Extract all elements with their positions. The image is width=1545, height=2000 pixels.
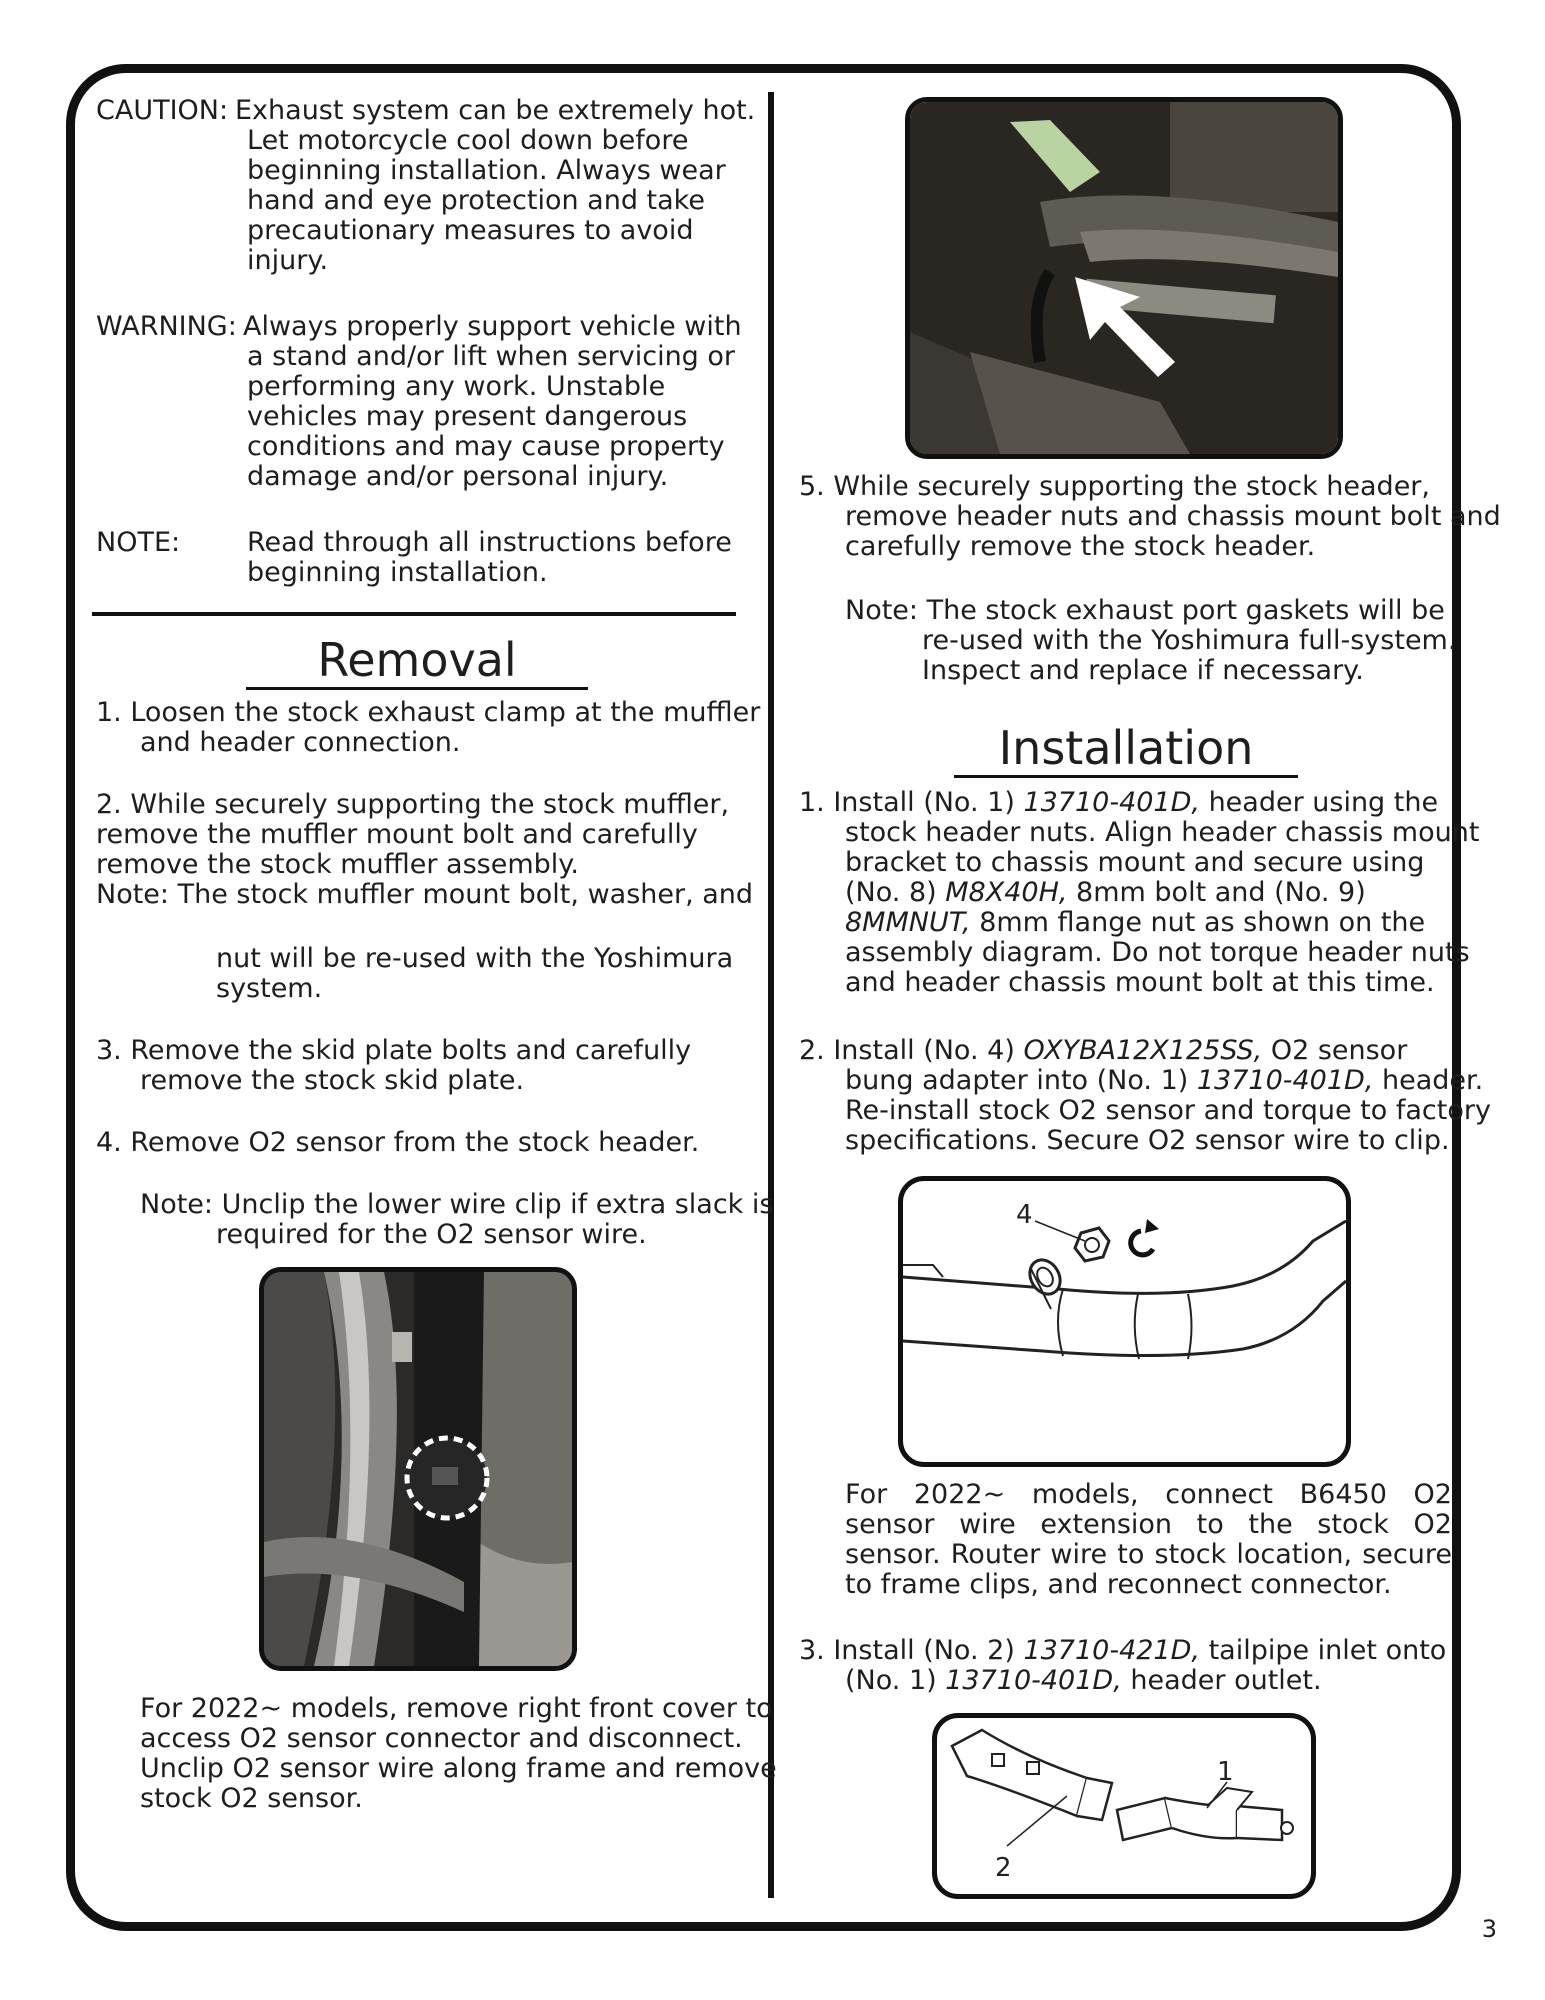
part-number: 8MMNUT, [845, 907, 971, 938]
step-line: 1. Install (No. 1) 13710-401D, header using the [799, 787, 1439, 818]
step-line: 2. Install (No. 4) OXYBA12X125SS, O2 sensor [799, 1035, 1408, 1066]
callout-4: 4 [1016, 1200, 1033, 1230]
o2-sensor-clip-photo [259, 1267, 577, 1671]
step-line: 1. Loosen the stock exhaust clamp at the muffler [96, 697, 761, 728]
column-divider [768, 92, 774, 1898]
warning-label: WARNING: [96, 311, 237, 342]
step-line: Note: The stock muffler mount bolt, washer, and [96, 879, 754, 910]
step-line: specifications. Secure O2 sensor wire to clip. [845, 1125, 1450, 1156]
step-line: carefully remove the stock header. [845, 531, 1316, 562]
page-number: 3 [1481, 1915, 1497, 1943]
note-line: re-used with the Yoshimura full-system. [922, 625, 1457, 656]
section-rule [92, 612, 736, 616]
note-line: Unclip O2 sensor wire along frame and remove [140, 1753, 777, 1784]
step-line: remove the stock muffler assembly. [96, 849, 579, 880]
step-line: nut will be re-used with the Yoshimura [216, 943, 734, 974]
removal-heading: Removal [317, 633, 517, 687]
step-line: remove the stock skid plate. [140, 1065, 525, 1096]
warning-line: conditions and may cause property [247, 431, 725, 462]
installation-heading-underline [954, 775, 1298, 778]
step-line: 3. Remove the skid plate bolts and carefully [96, 1035, 692, 1066]
step-line: bracket to chassis mount and secure using [845, 847, 1425, 878]
part-number: OXYBA12X125SS, [1023, 1035, 1263, 1066]
note-line: beginning installation. [247, 557, 548, 588]
step-line: stock header nuts. Align header chassis mount [845, 817, 1480, 848]
caution-line: Exhaust system can be extremely hot. [235, 95, 756, 126]
step-line: 3. Install (No. 2) 13710-421D, tailpipe inlet onto [799, 1635, 1447, 1666]
step-line: bung adapter into (No. 1) 13710-401D, header. [845, 1065, 1484, 1096]
callout-1: 1 [1217, 1757, 1234, 1787]
caution-label: CAUTION: [96, 95, 229, 126]
header-mount-photo [905, 97, 1343, 459]
note-line: stock O2 sensor. [140, 1783, 363, 1814]
part-number: M8X40H, [945, 877, 1068, 908]
tailpipe-inlet-diagram [932, 1713, 1316, 1899]
caution-line: hand and eye protection and take [247, 185, 705, 216]
step-line: remove the muffler mount bolt and carefully [96, 819, 698, 850]
caution-line: Let motorcycle cool down before [247, 125, 689, 156]
caution-line: beginning installation. Always wear [247, 155, 726, 186]
o2-bung-adapter-diagram [898, 1176, 1351, 1467]
note-line: For 2022~ models, remove right front cover to [140, 1693, 773, 1724]
step-line: system. [216, 973, 323, 1004]
note-line: access O2 sensor connector and disconnect. [140, 1723, 743, 1754]
warning-line: performing any work. Unstable [247, 371, 666, 402]
installation-model-note: For 2022~ models, connect B6450 O2 sensor wire extension to the stock O2 sensor. Router wire to stock location, secure to frame clips, and reconnect connector. [845, 1479, 1452, 1600]
part-number: 13710-401D, [1196, 1065, 1374, 1096]
step-line: assembly diagram. Do not torque header nuts [845, 937, 1470, 968]
callout-2: 2 [995, 1853, 1012, 1883]
note-line: required for the O2 sensor wire. [216, 1219, 647, 1250]
note-line: Inspect and replace if necessary. [922, 655, 1364, 686]
warning-line: a stand and/or lift when servicing or [247, 341, 736, 372]
step-line: (No. 1) 13710-401D, header outlet. [845, 1665, 1322, 1696]
caution-line: injury. [247, 245, 329, 276]
step-line: remove header nuts and chassis mount bolt and [845, 501, 1501, 532]
removal-step-4: 4. Remove O2 sensor from the stock header. [96, 1127, 700, 1158]
note-line: Note: The stock exhaust port gaskets will be [845, 595, 1445, 626]
note-label: NOTE: [96, 527, 181, 558]
note-line: Read through all instructions before [247, 527, 732, 558]
step-line: and header connection. [140, 727, 461, 758]
step-line: 8MMNUT, 8mm flange nut as shown on the [845, 907, 1426, 938]
step-line: 2. While securely supporting the stock muffler, [96, 789, 730, 820]
step-line: and header chassis mount bolt at this time. [845, 967, 1435, 998]
installation-heading: Installation [998, 721, 1254, 775]
note-line: Note: Unclip the lower wire clip if extra slack is [140, 1189, 774, 1220]
part-number: 13710-401D, [1023, 787, 1200, 818]
part-number: 13710-401D, [945, 1665, 1122, 1696]
caution-line: precautionary measures to avoid [247, 215, 694, 246]
part-number: 13710-421D, [1023, 1635, 1200, 1666]
step-line: 5. While securely supporting the stock header, [799, 471, 1430, 502]
step-line: Re-install stock O2 sensor and torque to factory [845, 1095, 1491, 1126]
warning-line: damage and/or personal injury. [247, 461, 669, 492]
step-line: (No. 8) M8X40H, 8mm bolt and (No. 9) [845, 877, 1366, 908]
warning-line: vehicles may present dangerous [247, 401, 688, 432]
removal-heading-underline [246, 687, 588, 690]
warning-line: Always properly support vehicle with [243, 311, 742, 342]
